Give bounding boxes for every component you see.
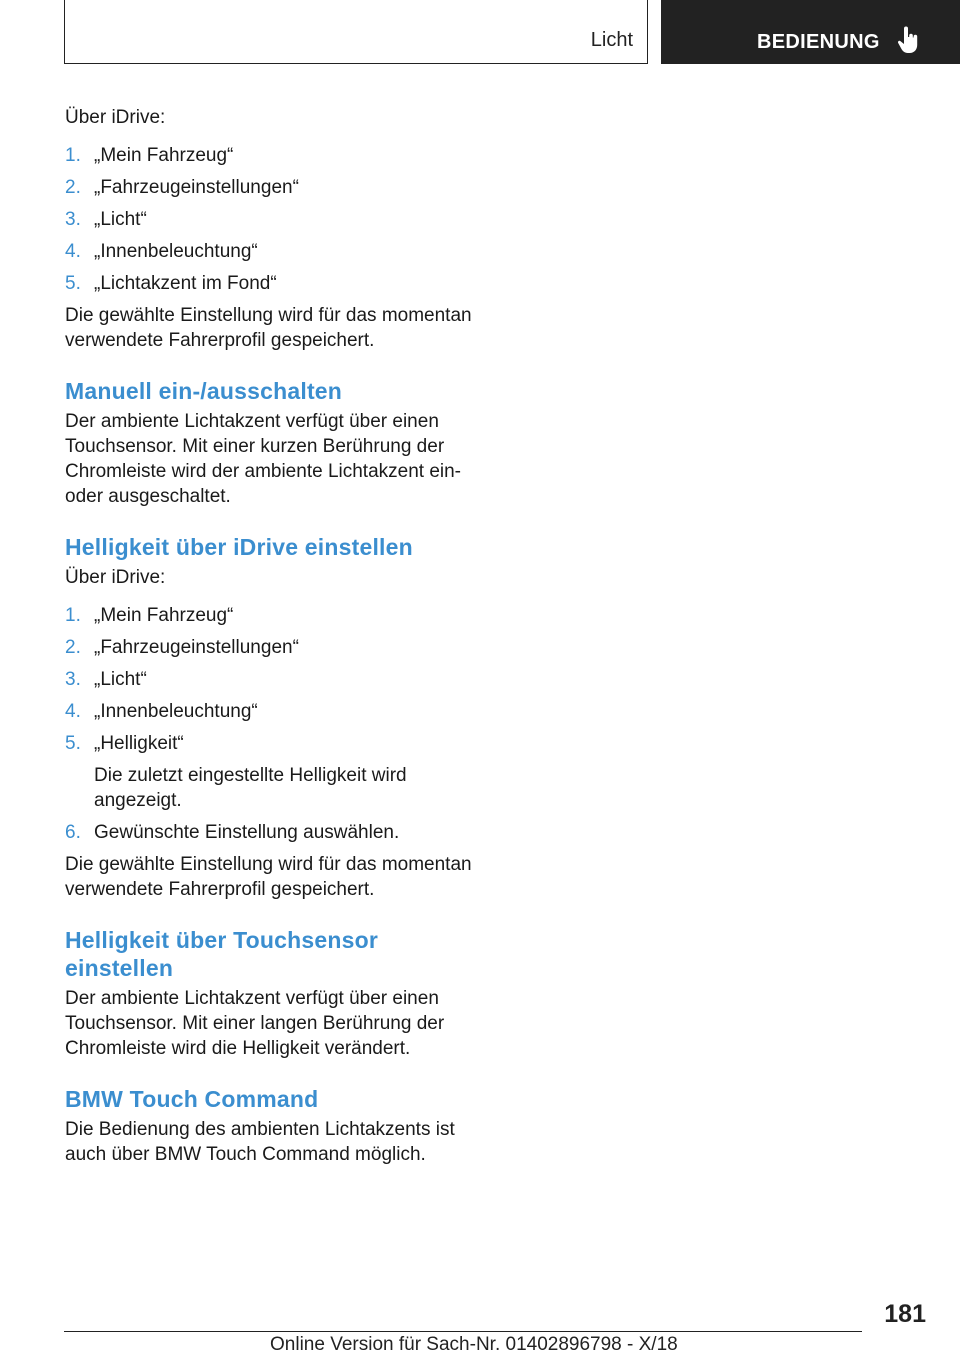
section-heading-command: BMW Touch Command	[65, 1086, 319, 1112]
step-number: 3.	[65, 669, 81, 690]
profile-note: Die gewählte Einstellung wird für das momentan verwendete Fahrerprofil gespeichert.	[65, 854, 472, 900]
step-text: „Licht“	[94, 209, 147, 230]
step-text: „Helligkeit“	[94, 733, 184, 754]
header-chapter-tab	[661, 0, 960, 64]
step-number: 3.	[65, 209, 81, 230]
section-heading-idrive: Helligkeit über iDrive einstellen	[65, 534, 413, 560]
intro-text: Über iDrive:	[65, 107, 166, 128]
header-section-box	[64, 0, 648, 64]
header-section-title: Licht	[590, 29, 633, 51]
list-item	[65, 635, 485, 660]
step-text: „Fahrzeugeinstellungen“	[94, 637, 299, 658]
list-item	[65, 143, 485, 168]
list-item	[65, 667, 485, 692]
header-chapter-label: BEDIENUNG	[757, 31, 880, 53]
list-item	[65, 175, 485, 200]
step-text: „Innenbeleuchtung“	[94, 701, 258, 722]
list-item	[65, 207, 485, 232]
step-number: 6.	[65, 822, 81, 843]
intro-text: Über iDrive:	[65, 567, 166, 588]
step-number: 4.	[65, 701, 81, 722]
step-list-2	[65, 603, 485, 845]
step-number: 1.	[65, 145, 81, 166]
step-list-1	[65, 143, 485, 296]
profile-note: Die gewählte Einstellung wird für das momentan verwendete Fahrerprofil gespeichert.	[65, 305, 472, 351]
step-text: „Mein Fahrzeug“	[94, 145, 234, 166]
section-text-command: Die Bedienung des ambienten Lichtakzents ist auch über BMW Touch Command möglich.	[65, 1119, 455, 1165]
list-item	[65, 699, 485, 724]
step-number: 1.	[65, 605, 81, 626]
list-item	[65, 820, 485, 845]
page-number: 181	[884, 1300, 926, 1328]
step-number: 5.	[65, 733, 81, 754]
pointing-hand-icon	[897, 26, 919, 54]
footer-divider	[64, 1331, 862, 1332]
list-item	[65, 239, 485, 264]
section-heading-manual: Manuell ein-/ausschalten	[65, 378, 343, 404]
step-sub-note: Die zuletzt eingestellte Helligkeit wird angezeigt.	[94, 765, 407, 811]
list-item	[65, 603, 485, 628]
step-text: „Fahrzeugeinstellungen“	[94, 177, 299, 198]
step-text: „Innenbeleuchtung“	[94, 241, 258, 262]
step-number: 2.	[65, 177, 81, 198]
section-text-touch: Der ambiente Lichtakzent verfügt über einen Touchsensor. Mit einer langen Berührung der Chromleiste wird die Helligkeit verändert.	[65, 988, 445, 1059]
step-number: 4.	[65, 241, 81, 262]
step-number: 5.	[65, 273, 81, 294]
section-heading-touch: Helligkeit über Touchsensor einstellen	[65, 927, 378, 981]
list-item	[65, 731, 485, 813]
step-text-with-note	[94, 731, 485, 813]
section-text-manual: Der ambiente Lichtakzent verfügt über einen Touchsensor. Mit einer kurzen Berührung der Chromleiste wird der ambiente Lichtakzent ein- oder ausgeschaltet.	[65, 411, 462, 507]
step-text: „Lichtakzent im Fond“	[94, 273, 277, 294]
step-text: „Mein Fahrzeug“	[94, 605, 234, 626]
step-text: „Licht“	[94, 669, 147, 690]
list-item	[65, 271, 485, 296]
page-content	[65, 105, 485, 1167]
step-text: Gewünschte Einstellung auswählen.	[94, 822, 400, 843]
step-number: 2.	[65, 637, 81, 658]
footer-text: Online Version für Sach-Nr. 01402896798 - X/18	[270, 1334, 678, 1355]
